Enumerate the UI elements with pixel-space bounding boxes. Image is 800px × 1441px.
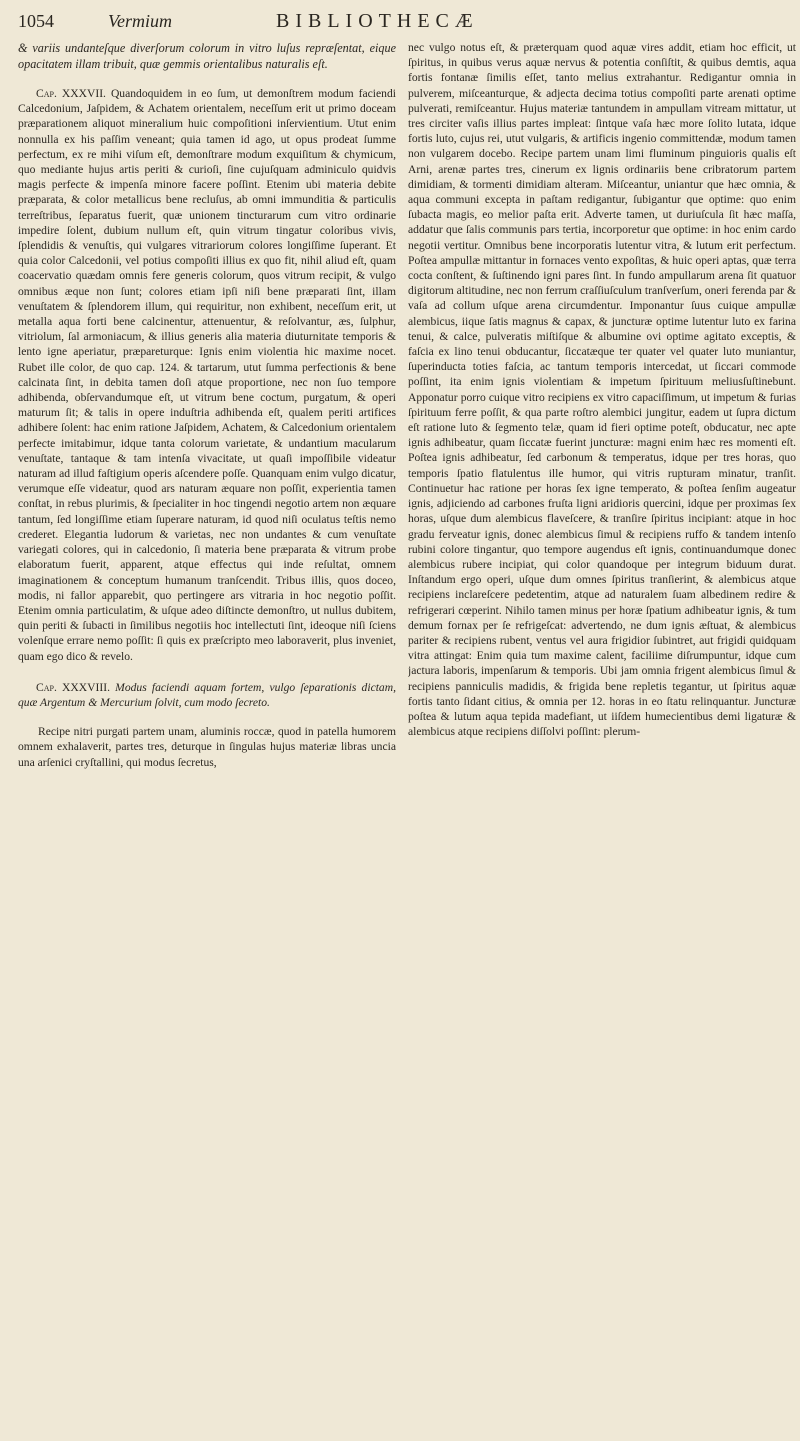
right-column-text: nec vulgo notus eſt, & præterquam quod aquæ vires addit, etiam hoc efficit, ut ſpiritus, in quibus verus aquæ nervus & potentia conſiſtit, & quibus demtis, aqua fortis fontanæ ſimilis eſſet, tanto melius extrahantur. Redigantur omnia in pulverem, miſceanturque, & adjecta decima totius compoſiti parte arenati optime pulverati, remiſceantur. Hujus materiæ tantundem in ampullam vitream mittatur, ut tres circiter vaſis illius partes impleat: ſintque vaſa hæc more ſolito lutata, idque fortis luto, cujus rei, utut vulgaris, & artificis ingenio committendæ, modum tamen non vulgarem docebo. Recipe partem unam limi fluminum pinguioris qualis eſt Arni, arenæ partes tres, cinerum ex lignis ordinariis bene cribratorum partem dimidiam, & tormenti dimidiam alteram. Miſceantur, uniantur que hæc omnia, & aqua communi excepta in paſtam redigantur, ſubigantur que optime: quo enim ſubacta magis, eo melior paſta erit. Adverte tamen, ut duriuſcula ſit hæc maſſa, addatur que ſalis communis pars tertia, incorporetur que optime: in hoc enim cardo negotii vertitur. Omnibus bene incorporatis lutentur vitra, & lutum erit perfectum. Poſtea ampullæ mittantur in fornaces vento expoſitas, & huic operi aptas, quæ terra cocta conſtent, & ſuſtinendo igni pares ſint. In fundo ampullarum arena ſit quatuor digitorum altitudine, nec non ferrum craſſiuſculum tranſverſum, oneri ferenda par & vaſa ad collum uſque arena circumdentur. Imponantur ſuus cuique ampullæ alembicus, iique ſatis magnus & capax, & juncturæ optime lutentur luto ex farina tenui, & calce, pulveratis miſtiſque & albumine ovi optime agitato exceptis, & faſcia ex lino tenui obducantur, ſiccatæque ter quater vel quater luto muniantur, ſuperinducta toties faſcia, ac tantum temporis intercedat, ut ſiccari commode poſſint, ita enim ignis violentiam & impetum ſpirituum meliusſuſtinebunt. Apponatur porro cuique vitro recipiens ex vitro capaciſſimum, ut impetum & furias ſpirituum ferre poſſit, & qua parte roſtro alembici jungitur, eadem ut ſupra dictum eſt ratione luto & ſegmento telæ, quam id fieri optime poteſt, obducatur, nec apte ignis adhibeatur, quam ſiccatæ fuerint juncturæ: magni enim hæc res momenti eſt. Poſtea ignis adhibeatur, ſed carbonum & temperatus, idque per tres horas, quo temporis ſpatio flatulentus ille humor, qui vitris rupturam minatur, tranſit. Continuetur hac ratione per horas ſex igne temperato, & poſtea ſenſim augeatur ignis, adjiciendo ad carbones fruſta ligni aridioris quercini, idque per proximas ſex horas, uſque dum alembicus flaveſcere, & tranſire ſpiritus incipiant: atque in hoc gradu ferveatur ignis, donec alembicus ſimul & recipiens ruffo & tandem intenſo rubini colore tingantur, quo tempore augendus eſt ignis, continuandumque donec alembicus rubere incipiat, qui color quandoque per integrum biduum durat. Inſtandum ergo operi, uſque dum omnes ſpiritus tranſierint, & alembicus atque recipiens inclareſcere pedetentim, atque ad naturalem ſuam albedinem redire & refrigerari cœperint. Nihilo tamen minus per horæ ſpatium adhibeatur ignis, & tum demum fornax per ſe refrigeſcat: advertendo, ne dum ignis æſtuat, & alembicus pariter & recipiens rubent, ventus vel aura frigidior ſubintret, aut frigidi quidquam vitra attingat: Enim quia tum maxime calent, faciliime diſrumpuntur, idque cum jactura laboris, impenſarum & temporis. Ubi jam omnia frigent alembicus ſimul & recipiens panniculis madidis, & frigida bene repletis tegantur, ut ſpiritus aquæ fortis tanto ſidant citius, & omnia per 12. horas in eo ſtatu relinquantur. Juncturæ poſtea & lutum aqua tepida madefiant, ut iiſdem humecientibus demi ligaturæ & alembicus atque recipiens diſſolvi poſſint: plerum-: [408, 41, 796, 739]
running-title: Vermium: [108, 11, 172, 31]
running-head: BIBLIOTHECÆ: [276, 10, 479, 32]
chapter-37-label: Cap. XXXVII.: [36, 87, 106, 100]
spacer: [18, 664, 396, 680]
chapter-38-heading: [18, 680, 396, 710]
chapter-38-title: Modus faciendi aquam fortem, vulgo ſeparationis dictam, quæ Argentum & Mercurium ſolvit, cum modo ſecreto.: [18, 680, 396, 709]
page-number: 1054: [18, 11, 54, 31]
spacer: [18, 72, 396, 86]
chapter-37-text: Quandoquidem in eo ſum, ut demonſtrem modum faciendi Calcedonium, Jaſpidem, & Achatem orientalem, neceſſum erit ut primo doceam præparationem aliquot mineralium huic compoſitioni inſervientium. Utut enim nonnulla ex his paſſim veneant; quia tamen id ago, ut opus prodeat ſumme perfectum, ex re mihi viſum eſt, demonſtrare modum exquiſitum & chymicum, quo mediante hujus artis periti & curioſi, ſine cujuſquam adminiculo quidvis magis perfecte & impenſa minore facere poſſint. Etenim ubi materia debite præparata, & color metallicus bene recluſus, ab omni immunditia & particulis terreſtribus, ſeparatus fuerit, quæ unionem tincturarum cum vitro ordinarie impedire ſolent, dubium nullum eſt, quin vitrum tingatur coloribus vivis, ſplendidis & venuſtis, qui vulgares vitrariorum colores longiſſime ſuperant. Et quia color Calcedonii, vel potius compoſiti illius ex quo fit, nihil aliud eſt, quam coacervatio quædam omnis fere generis colorum, quos vitrum recipit, & vulgo omnibus æque non ſunt; colores etiam ipſi niſi bene præparati ſint, illam venuſtatem & ſplendorem illum, qui requiritur, non exhibent, neceſſum erit, ut metalla aqua forti bene calcinentur, attenuentur, & reſolvantur, æs, ſulphur, vitriolum, ſal armoniacum, & illius generis alia materia diuturnitate temporis & lento igne aperiatur, præpareturque: Ignis enim violentia hic maxime nocet. Rubet ille color, de quo cap. 124. & tartarum, utut ſumma perfectionis & bene calcinata ſint, in debita tamen doſi atque proportione, nec non ſuo tempore adhibenda, obſervandumque eſt, ut vitrum bene coctum, purgatum, & operi maturum ſit; & talis in opere induſtria adhibenda eſt, qualem periti artifices adhibere ſolent: hac enim ratione Jaſpidem, Achatem, & Calcedonium orientalem perfecte imitabimur, idque tanta colorum varietate, & undantium macularum venuſtate, tantaque & tam intenſa vivacitate, ut quaſi impoſſibile videatur naturam ad illud faſtigium operis aſcendere poſſe. Quanquam enim vulgo dicatur, verumque eſſe videatur, quod ars naturam æquare non poſſit, experientia tamen conſtat, in rebus plurimis, & ſpecialiter in hoc tingendi negotio artem non æquare tantum, ſed longiſſime etiam ſuperare naturam, id quod niſi oculatus teſtis nemo crederet. Elegantia ludorum & varietas, nec non undantes & cum venuſtate variegati colores, qui in calcedonio, ſi materia bene præparata & vitrum probe elaboratum fuerit, apparent, atque effectus qui inde reſultat, omnem imaginationem & conceptum humanum tranſcendit. Tribus illis, quos doceo, modis, ni fallor apparebit, quo pertingere ars vitraria in hoc negotio poſſit. Etenim omnia particulatim, & uſque adeo diſtincte demonſtro, ut nullus dubitem, quin periti & ſubacti in ſimilibus negotiis hoc intellectuti ſint, ideoque niſi ſciens volenſque errare nemo poſſit: ſi quis ex præſcripto meo laboraverit, plus inveniet, quam ego dico & revelo.: [18, 87, 396, 663]
chapter-38-label: Cap. XXXVIII.: [36, 680, 110, 694]
chapter-37-paragraph: [18, 86, 396, 664]
left-column: [18, 40, 396, 1436]
intro-title: & variis undanteſque diverſorum colorum in vitro luſus repræſentat, eique opacitatem illam tribuit, quæ gemmis orientalibus naturalis eſt.: [18, 41, 396, 71]
spacer: [18, 710, 396, 724]
page-header: [18, 8, 800, 34]
chapter-38-text: Recipe nitri purgati partem unam, aluminis roccæ, quod in patella humorem omnem exhalaverit, partes tres, deturque in ſingulas hujus materiæ libras uncia una arſenici cryſtallini, qui modus ſecretus,: [18, 725, 396, 769]
right-column: [408, 40, 796, 1436]
